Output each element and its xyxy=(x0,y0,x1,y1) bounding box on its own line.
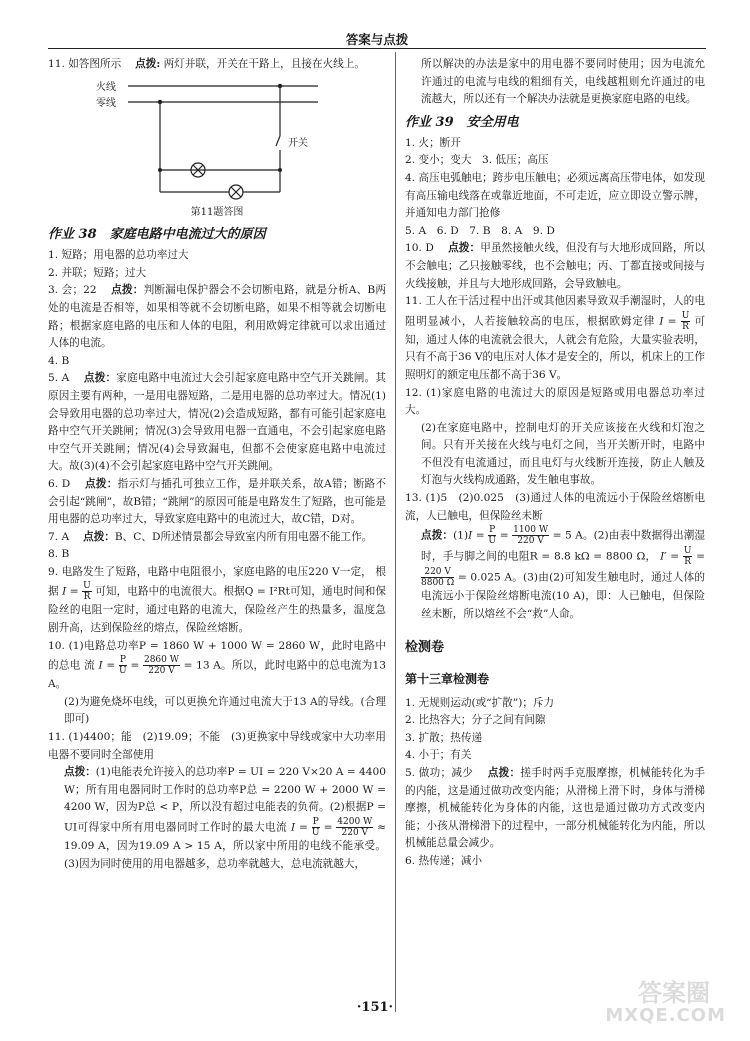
answer-c1: 1. 无规则运动(或“扩散”)；斥力 xyxy=(405,696,555,709)
switch-blade xyxy=(276,136,280,146)
answer-4: 4. B xyxy=(48,354,70,367)
answer-39-5: 5. A 6. D 7. B 8. A 9. D xyxy=(405,224,555,237)
answer-7: 7. A 点拨：B、C、D所述情景都会导致室内所有用电器不能工作。 xyxy=(48,530,373,543)
fraction: $\frac{P}{U}$ xyxy=(488,525,496,547)
tip-label: 点拨: xyxy=(135,58,161,70)
fraction: $\frac{U}{R}$ xyxy=(683,546,692,568)
label-neutral: 零线 xyxy=(96,97,116,109)
section-title-39: 作业 39 安全用电 xyxy=(405,114,519,130)
figure-caption: 第11题答图 xyxy=(190,206,244,218)
section-title-ch13: 第十三章检测卷 xyxy=(405,672,490,687)
fraction: $\frac{U}{R}$ xyxy=(681,310,690,332)
answer-39-12: 12. (1)家庭电路的电流过大的原因是短路或用电器总功率过大。 xyxy=(405,386,705,417)
answer-10: 10. (1)电路总功率P = 1860 W + 1000 W = 2860 W，此时电路中的总电 流 I = $\frac{P}{U}$ = $\frac{2860 W}{220 V}$ = 13 A。所以，此时电路中的总电流为13 A。 xyxy=(48,639,387,691)
fraction: $\frac{U}{R}$ xyxy=(83,581,91,603)
watermark-url: MXQE.COM xyxy=(605,1005,726,1026)
watermark-text: 答案圈 xyxy=(638,979,710,1007)
label-live: 火线 xyxy=(96,81,116,93)
junction-dot xyxy=(158,168,162,172)
answer-10-part2: (2)为避免烧坏电线，可以更换允许通过电流大于13 A的导线。(合理即可) xyxy=(64,695,386,726)
q11-answer: 11. 如答图所示 点拨: 两灯并联，开关在干路上，且接在火线上。 xyxy=(48,58,365,70)
tip-label: 点拨： xyxy=(64,766,96,779)
tip-label: 点拨： xyxy=(83,372,117,385)
answer-c5: 5. 做功；减少 点拨：搓手时两手克服摩擦，机械能转化为手的内能，这是通过做功改变内能；从滑梯上滑下时，身体与滑梯摩擦，机械能转化为身体的内能，这也是通过做功方式改变内能；小孩从滑梯滑下的过程中，一部分机械能转化为内能，所以机械能总量会减少。 xyxy=(405,767,706,850)
answer-c6: 6. 热传递；减小 xyxy=(405,854,483,867)
answer-39-10: 10. D 点拨：甲虽然接触火线，但没有与大地形成回路，所以不会触电；乙只接触零线，也不会触电；丙、丁都直接或间接与火线接触，并且与大地形成回路，会导致触电。 xyxy=(405,242,706,290)
answer-11-continued: 所以解决的办法是家中的用电器不要同时使用；因为电流允许通过的电流与电线的粗细有关，电线越粗则允许通过的电流越大，所以还有一个解决办法就是更换家庭电路的电线。 xyxy=(421,58,705,106)
junction-dot xyxy=(278,83,282,87)
circuit-diagram xyxy=(48,74,386,202)
answer-39-13: 13. (1)5 (2)0.025 (3)通过人体的电流远小于保险丝熔断电流，人已触电，但保险丝未断 xyxy=(405,492,705,522)
answer-11: 11. (1)4400；能 (2)19.09；不能 (3)更换家中导线或家中大功率用电器不要同时全部使用 xyxy=(48,731,386,761)
fraction: $\frac{P}{U}$ xyxy=(311,817,320,838)
junction-dot xyxy=(278,168,282,172)
tip-label: 点拨： xyxy=(111,284,144,297)
page-header xyxy=(48,22,706,49)
answer-c2: 2. 比热容大；分子之间有间隙 xyxy=(405,714,546,727)
tip-label: 点拨： xyxy=(421,529,454,542)
tip-label: 点拨： xyxy=(83,530,115,543)
tip-label: 点拨： xyxy=(487,767,521,779)
answer-c3: 3. 扩散；热传递 xyxy=(405,731,483,744)
answer-39-1: 1. 火；断开 xyxy=(405,136,461,149)
column-divider xyxy=(395,52,396,1012)
fraction: $\frac{1100 W}{220 V}$ xyxy=(513,525,549,547)
fraction: $\frac{2860 W}{220 V}$ xyxy=(143,655,179,677)
answer-c4: 4. 小于；有关 xyxy=(405,749,472,762)
page-number: ·151· xyxy=(356,1000,394,1015)
fraction: $\frac{4200 W}{220 V}$ xyxy=(337,817,373,838)
answer-39-2: 2. 变小；变大 3. 低压；高压 xyxy=(405,154,549,167)
tip-label: 点拨： xyxy=(448,242,481,255)
fraction: $\frac{P}{U}$ xyxy=(119,655,127,677)
watermark xyxy=(590,973,730,1033)
answer-39-13-tip: 点拨：(1)I = $\frac{P}{U}$ = $\frac{1100 W}{220 V}$ = 5 A。(2)由表中数据得出潮湿时，手与脚之间的电阻R = 8.8 kΩ = 8800 Ω， I′ = $\frac{U}{R}$ = $\frac{220 V}{8800 \Omega}$ = 0.025 A。(3)由(2)可知发生触电时，通过人体的电流远小于保险丝熔断电流(10 A)，即：人已触电，但保险丝未断，所以熔丝不会“救”人命。 xyxy=(421,525,706,620)
circuit-svg xyxy=(48,74,386,202)
answer-39-11: 11. 工人在干活过程中出汗或其他因素导致双手潮湿时，人的电阻明显减小，人若接触较高的电压，根据欧姆定律 I = $\frac{U}{R}$ 可知，通过人体的电流就会很大，人就会有危险，大量实验表明，只有不高于36 V的电压对人体才是安全的，所以，机床上的工作照明灯的额定电压都不高于36 V。 xyxy=(405,295,706,381)
answer-39-12-part2: (2)在家庭电路中，控制电灯的开关应该接在火线和灯泡之间。只有开关接在火线与电灯之间，当开关断开时，电路中不但没有电流通过，而且电灯与火线断开连接，防止人触及灯泡与火线构成通路，发生触电事故。 xyxy=(421,421,705,487)
answer-39-4: 4. 高压电弧触电；跨步电压触电；必须远离高压带电体，如发现有高压输电线落在或靠近地面，不可走近，应立即设立警示牌，并通知电力部门抢修 xyxy=(405,171,705,220)
tip-label: 点拨： xyxy=(85,477,118,490)
answer-2: 2. 并联；短路；过大 xyxy=(48,266,147,279)
answer-3: 3. 会；22 点拨：判断漏电保护器会不会切断电路，就是分析A、B两处的电流是否相等，如果相等就不会切断电路，如果不相等就会切断电路；根据家庭电路的电压和人体的电阻，利用欧姆定律就可以求出通过人体的电流。 xyxy=(48,284,387,350)
junction-dot xyxy=(158,99,162,103)
section-title-38: 作业 38 家庭电路中电流过大的原因 xyxy=(48,227,266,243)
fraction: $\frac{220 V}{8800 \Omega}$ xyxy=(421,567,455,589)
answer-5: 5. A 点拨：家庭电路中电流过大会引起家庭电路中空气开关跳闸。其原因主要有两种，一是用电器短路，二是用电器的总功率过大。情况(1)会导致用电器的总功率过大，情况(2)会造成短路，都有可能引起家庭电路中空气开关跳闸；情况(3)会导致用电器一直通电，不会引起家庭电路中空气开关跳闸；情况(4)会导致漏电，但都不会使家庭电路中电流过大。故(3)(4)不会引起家庭电路中空气开关跳闸。 xyxy=(48,372,386,473)
header-title: 答案与点拨 xyxy=(345,32,409,47)
left-column xyxy=(48,56,386,873)
label-switch: 开关 xyxy=(288,137,308,149)
right-column xyxy=(405,56,705,871)
answer-8: 8. B xyxy=(48,548,70,561)
answer-9: 9. 电路发生了短路，电路中电阻很小，家庭电路的电压220 V一定， 根据 I = $\frac{U}{R}$ 可知，电路中的电流很大。根据Q = I²Rt可知，通电时间和保险丝的电阻一定时，通过电路的电流大，保险丝产生的热量多，温度急剧升高，达到保险丝的熔点，保险丝熔断。 xyxy=(48,565,387,635)
answer-6: 6. D 点拨：指示灯与插孔可独立工作，是并联关系，故A错；断路不会引起“跳闸”，故B错；“跳闸”的原因可能是电路发生了短路，也可能是用电器的总功率过大，导致家庭电路中的电流过大，故C错，D对。 xyxy=(48,477,387,526)
section-title-test: 检测卷 xyxy=(405,640,445,656)
answer-1: 1. 短路；用电器的总功率过大 xyxy=(48,249,189,262)
answer-11-tip: 点拨：(1)电能表允许接入的总功率P = UI = 220 V×20 A = 4400 W；所有用电器同时工作时的总功率P总 = 2200 W + 2000 W = 4200 W，因为P总 < P，所以没有超过电能表的负荷。(2)根据P = UI可得家中所有用电器同时工作时的最大电流 I = $\frac{P}{U}$ = $\frac{4200 W}{220 V}$ ≈ 19.09 A，因为19.09 A > 15 A，所以家中所用的电线不能承受。(3)因为同时使用的用电器越多，总功率就越大，总电流就越大， xyxy=(64,766,387,870)
